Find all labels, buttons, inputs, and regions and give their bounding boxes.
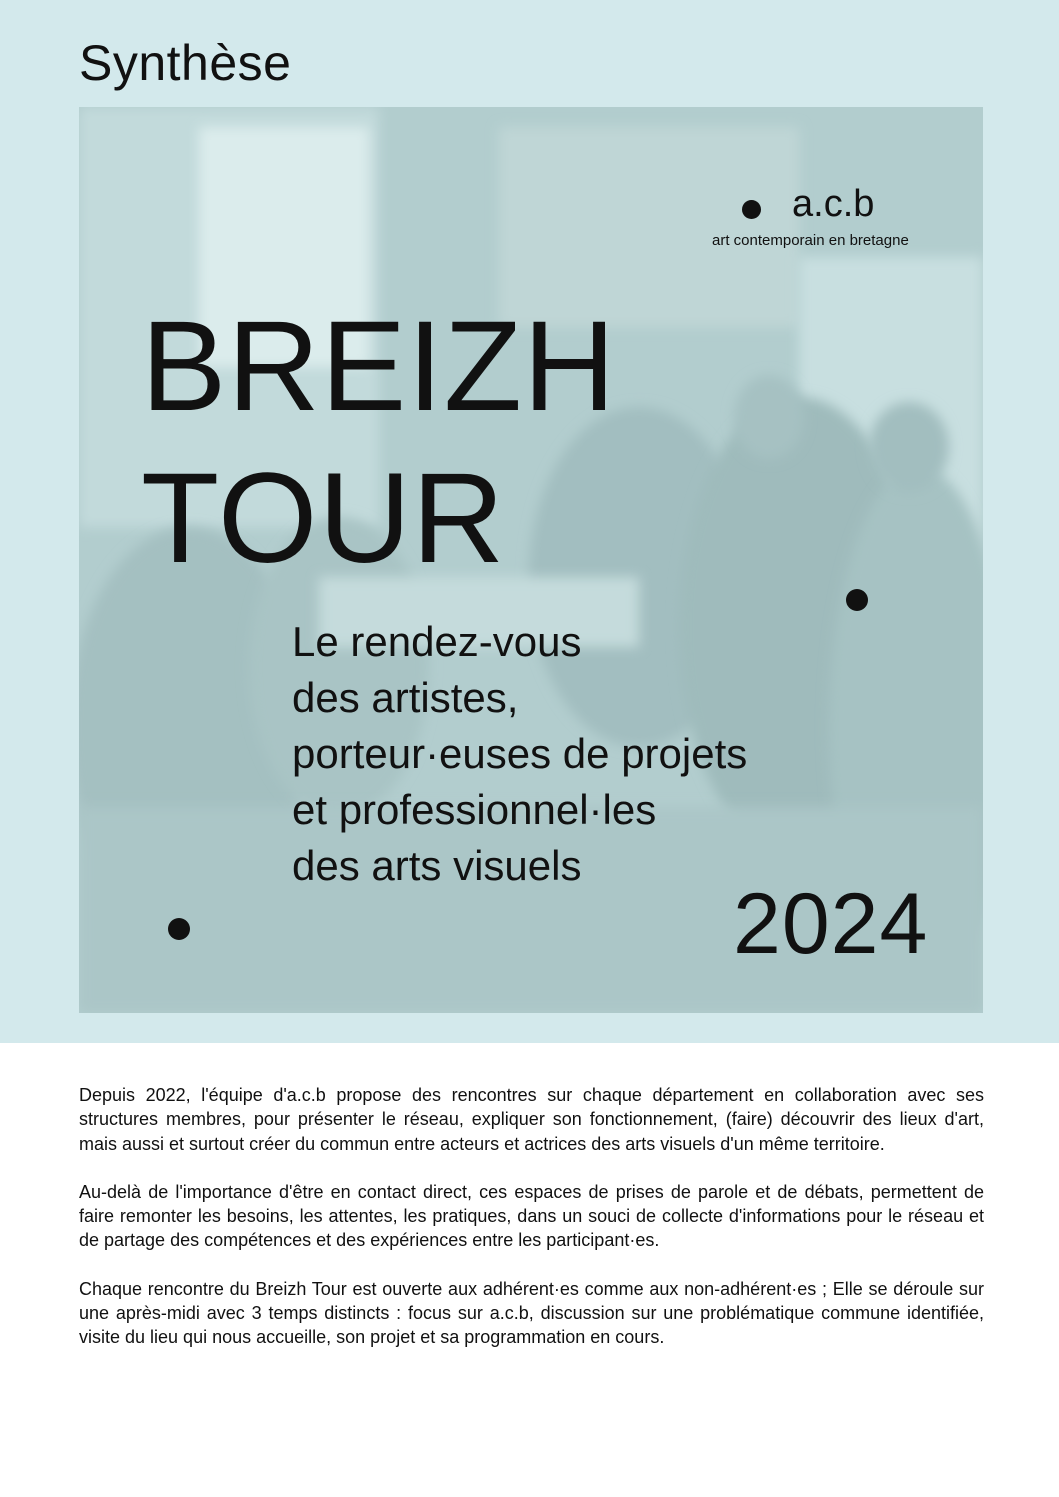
- cover-image: [79, 107, 983, 1013]
- tagline-line: Le rendez-vous: [292, 618, 582, 665]
- page-title: Synthèse: [79, 35, 292, 91]
- paragraph: Chaque rencontre du Breizh Tour est ouverte aux adhérent·es comme aux non-adhérent·es ; Elle se déroule sur une après-midi avec 3 temps distincts : focus sur a.c.b, discussion sur une problématique commune identifiée, visite du lieu qui nous accueille, son projet et sa programmation en cours.: [79, 1278, 984, 1348]
- tagline-line: et professionnel·les: [292, 786, 657, 833]
- event-title: [141, 291, 616, 595]
- event-title-line: TOUR: [141, 447, 506, 590]
- event-year: 2024: [733, 876, 929, 972]
- logo-dot-icon: [742, 200, 761, 219]
- tagline-line: des artistes,: [292, 674, 519, 721]
- decorative-dot-icon: [168, 918, 190, 940]
- decorative-dot-icon: [846, 589, 868, 611]
- paragraph: Au-delà de l'importance d'être en contact direct, ces espaces de prises de parole et de débats, permettent de faire remonter les besoins, les attentes, les pratiques, dans un souci de collecte d'informations pour le réseau et de partage des compétences et des expériences entre les participant·es.: [79, 1181, 984, 1251]
- tagline-line: des arts visuels: [292, 842, 582, 889]
- tagline-line: porteur·euses de projets: [292, 730, 748, 777]
- logo-subtitle: art contemporain en bretagne: [712, 232, 909, 249]
- event-title-line: BREIZH: [141, 295, 617, 438]
- paragraph: Depuis 2022, l'équipe d'a.c.b propose des rencontres sur chaque département en collaboration avec ses structures membres, pour présenter le réseau, expliquer son fonctionnement, (faire) découvrir des lieux d'art, mais aussi et surtout créer du commun entre acteurs et actrices des arts visuels d'un même territoire.: [79, 1085, 984, 1154]
- event-tagline: [292, 614, 747, 894]
- logo-text: a.c.b: [792, 183, 875, 225]
- summary-text: [79, 1083, 984, 1374]
